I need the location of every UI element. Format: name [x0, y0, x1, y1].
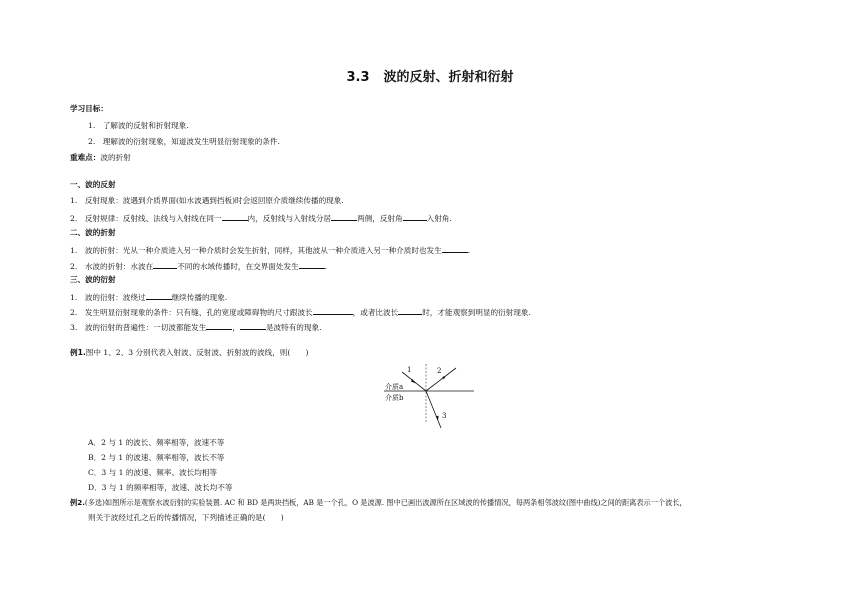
objectives-heading: 学习目标： — [70, 104, 108, 113]
answer-blank[interactable] — [331, 212, 357, 221]
reflection-heading: 一、波的反射 — [70, 180, 116, 189]
example-1-question — [70, 348, 308, 358]
ray-3-label: 3 — [442, 412, 447, 420]
diffraction-heading: 三、波的衍射 — [70, 275, 116, 284]
answer-blank[interactable] — [222, 212, 248, 221]
ray-1-label: 1 — [407, 366, 412, 374]
example-2-tag: (多选) — [84, 498, 105, 507]
example-1-label: 例1. — [70, 348, 86, 357]
answer-blank[interactable] — [146, 291, 172, 300]
example-1-option-d[interactable]: D．3 与 1 的频率相等，波速、波长均不等 — [88, 483, 233, 492]
example-1-option-b[interactable]: B．2 与 1 的波速、频率相等，波长不等 — [88, 453, 225, 462]
ray-2-label: 2 — [437, 367, 442, 375]
key-points-label: 重难点： — [70, 153, 101, 162]
example-1-text: 图中 1、2、3 分别代表入射波、反射波、折射波的波线，则( ) — [85, 348, 309, 357]
diffraction-item-2-text-b: ，或者比波长 — [352, 308, 399, 317]
diffraction-item-3-text-b: ， — [232, 323, 240, 332]
answer-blank[interactable] — [442, 244, 471, 255]
example-1-option-a[interactable]: A．2 与 1 的波长、频率相等，波速不等 — [88, 438, 225, 447]
answer-blank[interactable] — [153, 260, 177, 269]
answer-blank[interactable] — [240, 321, 266, 330]
objective-item-1: 1. 了解波的反射和折射现象. — [88, 121, 189, 130]
refraction-diagram — [378, 360, 478, 432]
refracted-ray — [426, 391, 441, 428]
reflection-item-1: 1. 反射现象：波遇到介质界面(如水波遇到挡板)时会返回原介质继续传播的现象. — [70, 196, 344, 205]
answer-blank[interactable] — [398, 306, 422, 315]
arrow-icon — [442, 376, 446, 380]
refraction-item-2 — [70, 260, 327, 272]
page-title — [0, 66, 860, 85]
diffraction-item-2-text-c: 时，才能观察到明显的衍射现象. — [422, 308, 531, 317]
example-2-line-2: 则关于波经过孔之后的传播情况，下列描述正确的是( ) — [88, 513, 284, 522]
answer-blank[interactable] — [206, 321, 232, 330]
medium-a-label: 介质a — [385, 383, 404, 391]
example-2-question — [70, 498, 687, 508]
reflection-item-2-text-a: 2. 反射规律：反射线、法线与入射线在同一 — [70, 214, 222, 223]
reflection-item-2-text-d: 入射角. — [426, 214, 452, 223]
diffraction-item-1-text-b: 继续传播的现象. — [171, 293, 228, 302]
medium-b-label: 介质b — [385, 394, 404, 402]
diffraction-item-3-text-a: 3. 波的衍射的普遍性：一切波都能发生 — [70, 323, 207, 332]
refraction-item-1-text-a: 1. 波的折射：光从一种介质进入另一种介质时会发生折射，同样，其他波从一种介质进入另一种介质时也发生 — [70, 246, 442, 255]
example-2-line-1: 如图所示是观察水波衍射的实验装置. AC 和 BD 是两块挡板，AB 是一个孔，O 是波源. 图中已画出波源所在区域波的传播情况，每两条相邻波纹(图中曲线)之间的距离表示一个波长， — [104, 498, 687, 507]
key-points-text: 波的折射 — [100, 153, 131, 162]
example-1-option-c[interactable]: C．3 与 1 的波速、频率、波长均相等 — [88, 468, 218, 477]
objective-item-2: 2. 理解波的衍射现象，知道波发生明显衍射现象的条件. — [88, 137, 280, 146]
section-number: 3.3 — [346, 70, 370, 85]
section-title: 波的反射、折射和衍射 — [383, 70, 514, 85]
answer-blank[interactable] — [403, 212, 427, 221]
diffraction-item-2 — [70, 306, 531, 318]
diffraction-item-1 — [70, 291, 227, 303]
refraction-item-2-text-a: 2. 水波的折射：水波在 — [70, 262, 154, 271]
refraction-heading: 二、波的折射 — [70, 228, 116, 237]
refraction-item-1-text-b: . — [467, 246, 471, 255]
refraction-figure — [378, 360, 478, 432]
key-points — [70, 153, 131, 163]
reflection-item-2-text-c: 两侧，反射角 — [357, 214, 403, 223]
answer-blank[interactable] — [299, 260, 328, 271]
refraction-item-2-text-b: 不同的水域传播时，在交界面处发生 — [177, 262, 299, 271]
reflection-item-2 — [70, 212, 452, 224]
diffraction-item-3 — [70, 321, 322, 333]
refraction-item-2-text-c: . — [324, 262, 328, 271]
refraction-item-1 — [70, 244, 470, 256]
reflection-item-2-text-b: 内，反射线与入射线分居 — [247, 214, 332, 223]
answer-blank[interactable] — [313, 306, 353, 315]
example-2-label: 例2. — [70, 498, 85, 507]
diffraction-item-3-text-c: 是波特有的现象. — [265, 323, 322, 332]
diffraction-item-2-text-a: 2. 发生明显衍射现象的条件：只有缝、孔的宽度或障碍物的尺寸跟波长 — [70, 308, 313, 317]
diffraction-item-1-text-a: 1. 波的衍射：波绕过 — [70, 293, 146, 302]
